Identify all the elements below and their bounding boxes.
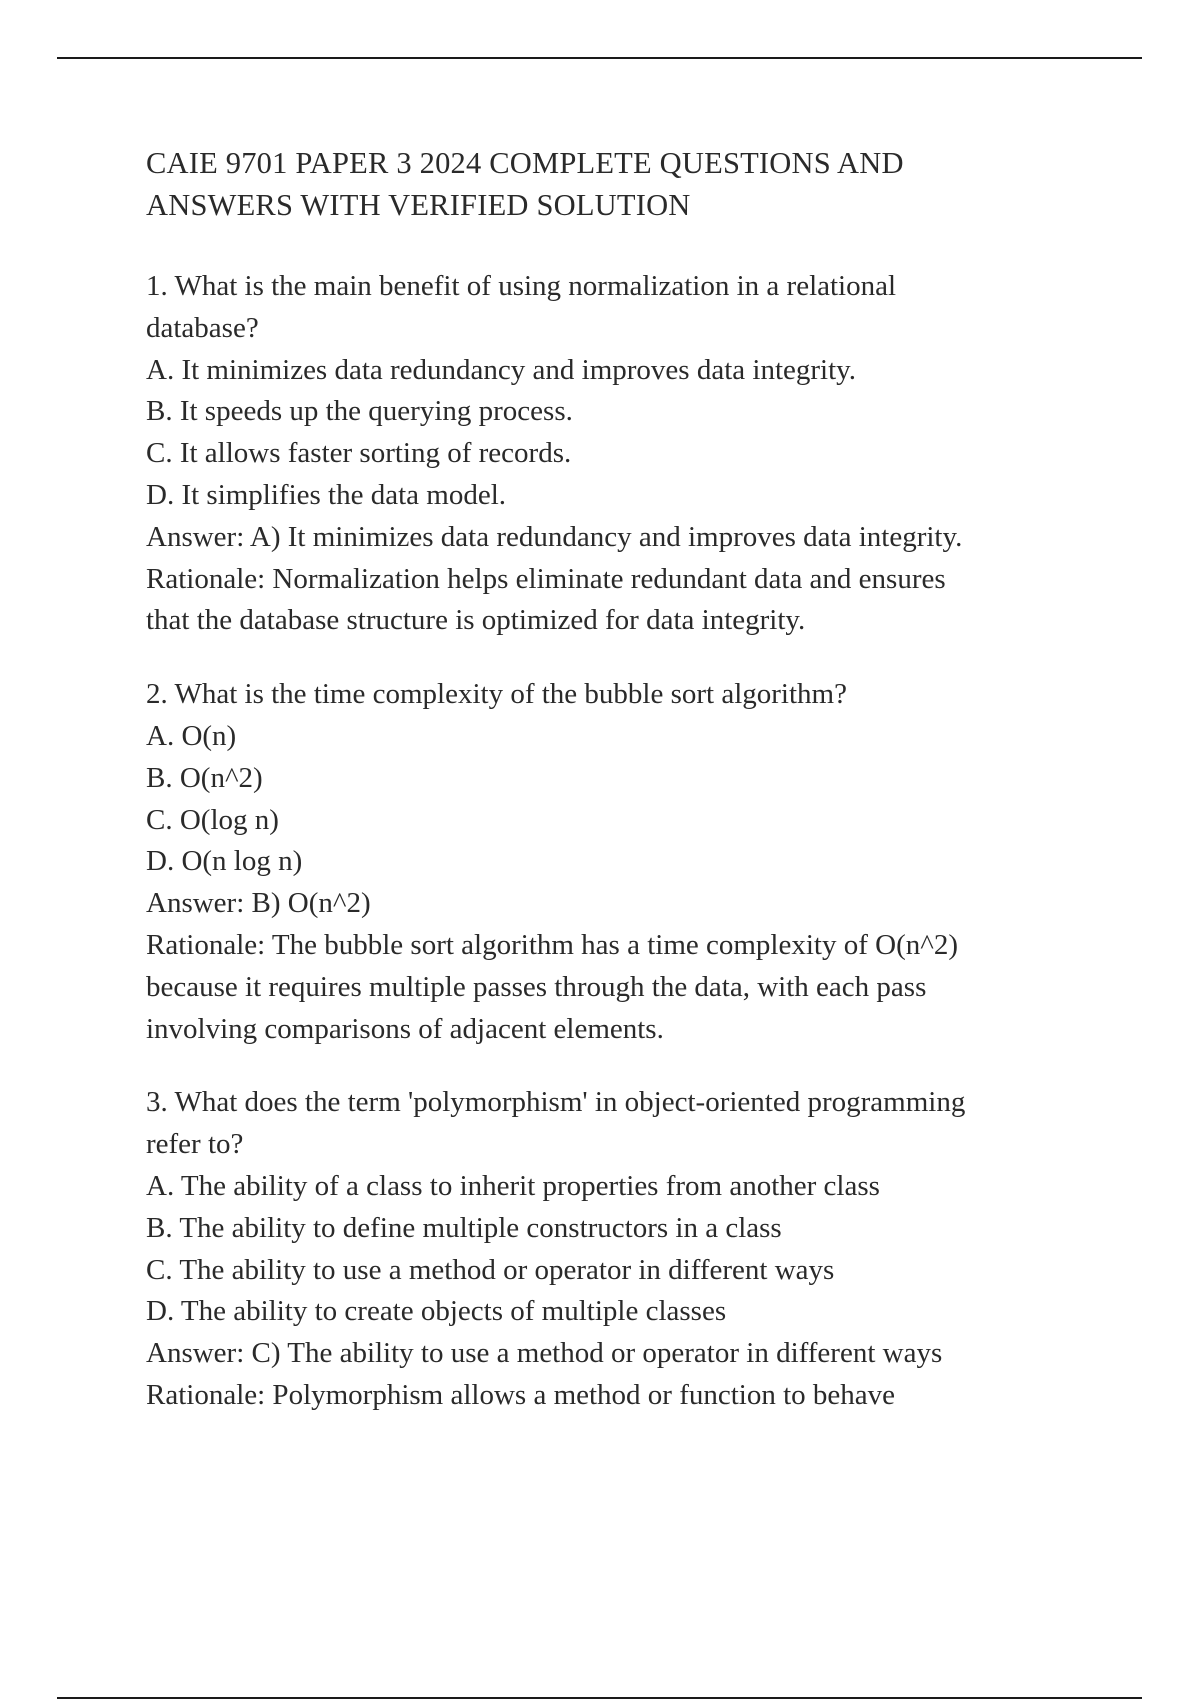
answer-text: Answer: A) It minimizes data redundancy and improves data integrity.	[146, 520, 963, 553]
rationale-text: because it requires multiple passes through the data, with each pass	[146, 970, 927, 1003]
bottom-rule	[57, 1697, 1142, 1699]
rationale-text: involving comparisons of adjacent elements.	[146, 1012, 664, 1045]
title-line: ANSWERS WITH VERIFIED SOLUTION	[146, 188, 691, 222]
title-line: CAIE 9701 PAPER 3 2024 COMPLETE QUESTIONS AND	[146, 146, 904, 180]
question-block	[146, 674, 1106, 1050]
option-c: C. The ability to use a method or operator in different ways	[146, 1253, 835, 1286]
option-c: C. O(log n)	[146, 803, 279, 836]
question-block	[146, 266, 1106, 642]
question-text: 1. What is the main benefit of using normalization in a relational	[146, 270, 897, 302]
option-b: B. It speeds up the querying process.	[146, 395, 573, 428]
question-text: 2. What is the time complexity of the bubble sort algorithm?	[146, 678, 847, 711]
rationale-text: Rationale: Normalization helps eliminate redundant data and ensures	[146, 562, 946, 595]
top-rule	[57, 57, 1142, 59]
question-text: refer to?	[146, 1128, 244, 1161]
option-b: B. The ability to define multiple constructors in a class	[146, 1211, 782, 1244]
answer-text: Answer: B) O(n^2)	[146, 887, 371, 920]
option-b: B. O(n^2)	[146, 761, 263, 794]
rationale-text: that the database structure is optimized for data integrity.	[146, 604, 806, 637]
answer-text: Answer: C) The ability to use a method or operator in different ways	[146, 1337, 943, 1370]
question-block	[146, 1082, 1106, 1416]
rationale-text: Rationale: The bubble sort algorithm has a time complexity of O(n^2)	[146, 928, 958, 961]
option-d: D. The ability to create objects of multiple classes	[146, 1295, 727, 1328]
question-text: database?	[146, 311, 259, 344]
option-a: A. O(n)	[146, 719, 237, 752]
document-title	[146, 142, 1106, 226]
option-a: A. It minimizes data redundancy and improves data integrity.	[146, 353, 857, 386]
rationale-text: Rationale: Polymorphism allows a method or function to behave	[146, 1378, 896, 1411]
question-text: 3. What does the term 'polymorphism' in object-oriented programming	[146, 1086, 966, 1119]
option-a: A. The ability of a class to inherit properties from another class	[146, 1169, 880, 1202]
option-d: D. It simplifies the data model.	[146, 478, 507, 511]
option-d: D. O(n log n)	[146, 845, 303, 878]
document-page	[146, 142, 1106, 1449]
option-c: C. It allows faster sorting of records.	[146, 437, 572, 470]
